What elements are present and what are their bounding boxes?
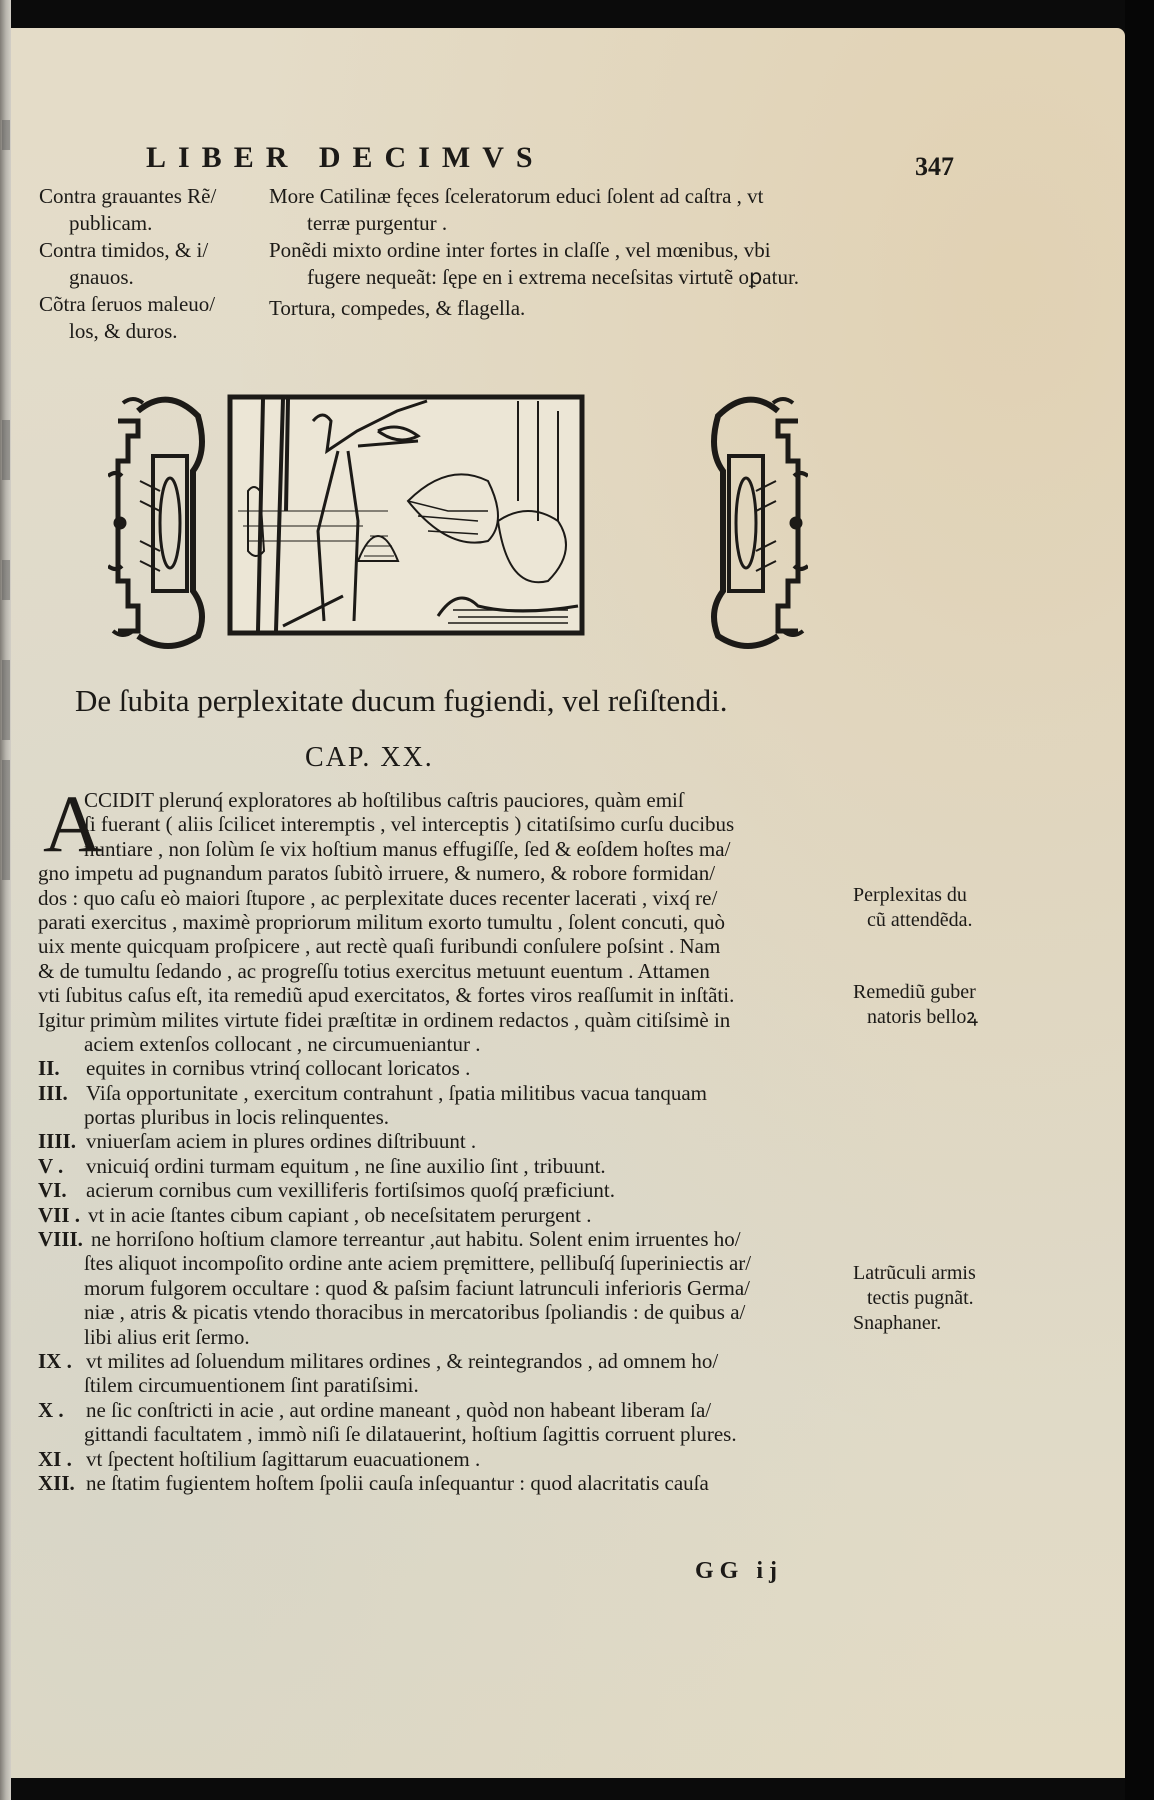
top-text-line: Ponẽdi mixto ordine inter fortes in claſſe , vel mœnibus, vbi [269,238,771,262]
body-line [38,1154,853,1178]
top-text-line: More Catilinæ fęces ſceleratorum educi ſolent ad caſtra , vt [269,184,764,208]
margin-note-line: Perplexitas du [853,884,967,906]
margin-note-latrunculi [853,1261,976,1336]
body-line-text: gno impetu ad pugnandum paratos ſubitò irruere, & numero, & robore formidan/ [38,861,716,886]
body-line-text: ſi fuerant ( aliis ſcilicet interemptis , vel interceptis ) citatiſsimo curſu ducibus [84,812,735,837]
top-note-line: Cõtra ſeruos maleuo/ [39,292,216,316]
body-line-text: aciem extenſos collocant , ne circumueniantur . [84,1031,481,1056]
margin-note-perplexitas [853,883,973,933]
top-text-line: Tortura, compedes, & flagella. [269,296,526,320]
body-line-text: gittandi facultatem , immò niſi ſe dilatauerint, hoſtium ſagittis corruent plures. [84,1422,737,1447]
chapter-number: CAP. XX. [305,742,434,773]
right-ornament-icon [714,399,808,646]
item-numeral: VII . [38,1202,81,1227]
body-line [38,959,853,983]
woodcut-illustration [108,391,808,657]
top-note-line: Contra grauantes Rẽ/ [39,184,217,208]
margin-note-line: Remediũ guber [853,981,976,1003]
top-note-1 [39,183,216,237]
body-line-text: niæ , atris & picatis vtendo thoracibus in mercatoribus ſpoliandis : de quibus a/ [84,1300,746,1325]
scanner-background [1125,0,1154,1800]
body-line-text: dos : quo caſu eò maiori ſtupore , ac perplexitate duces recenter lacerati , vixq́ re/ [38,885,718,910]
body-line [38,1056,853,1080]
item-numeral: III. [38,1080,68,1105]
body-line [38,1471,853,1495]
item-numeral: XI . [38,1446,72,1471]
item-numeral: II. [38,1056,60,1081]
top-text-line: fugere nequeãt: ſępe en i extrema neceſsitas virtutẽ oꝑatur. [307,265,800,289]
body-line [38,1129,853,1153]
top-text-2 [269,237,799,291]
top-note-2 [39,237,208,291]
margin-note-line: Snaphaner. [853,1312,942,1334]
body-line-text: ne ſtatim fugientem hoſtem ſpolii cauſa inſequantur : quod alacritatis cauſa [86,1470,709,1495]
body-line [38,983,853,1007]
margin-note-line: tectis pugnãt. [867,1287,974,1309]
item-numeral: IIII. [38,1129,76,1154]
top-note-line: Contra timidos, & i/ [39,238,209,262]
body-line-text: vti ſubitus caſus eſt, ita remediũ apud exercitatos, & fortes viros reaſſumit in inſtãti. [38,983,735,1008]
body-line [38,1227,853,1251]
body-line [38,1349,853,1373]
body-line [38,812,853,836]
top-note-line: gnauos. [69,265,134,289]
top-text-1 [269,183,763,237]
body-line [38,910,853,934]
body-line-text: uix mente quicquam proſpicere , aut rectè quaſi furibundi conſulere poſsint . Nam [38,934,721,959]
body-line [38,1008,853,1032]
item-numeral: VIII. [38,1227,83,1252]
body-line [38,1081,853,1105]
body-line-text: morum fulgorem occultare : quod & paſsim faciunt latrunculi inferioris Germa/ [84,1275,750,1300]
item-numeral: XII. [38,1470,75,1495]
body-line-text: ſtes aliquot incompoſito ordine ante aciem pręmittere, pellibuſq́ ſuperiniectis ar/ [84,1251,752,1276]
body-line-text: libi alius erit ſermo. [84,1324,250,1349]
body-line-text: Viſa opportunitate , exercitum contrahunt , ſpatia militibus vacua tanquam [86,1080,707,1105]
bleed-mark [2,120,10,150]
top-note-line: los, & duros. [69,319,178,343]
page-number: 347 [915,152,954,181]
margin-note-line: natoris belloꝝ [867,1006,978,1028]
body-line-text: vnicuiq́ ordini turmam equitum , ne ſine auxilio ſint , tribuunt. [86,1153,606,1178]
body-line [38,1203,853,1227]
running-head: LIBER DECIMVS [146,141,545,174]
margin-note-line: Latrũculi armis [853,1262,976,1284]
item-numeral: VI. [38,1178,67,1203]
body-line [38,934,853,958]
item-numeral: X . [38,1397,64,1422]
left-ornament-icon [108,399,202,646]
bleed-mark [2,760,10,880]
body-line-text: vt milites ad ſoluendum militares ordines , & reintegrandos , ad omnem ho/ [86,1348,719,1373]
body-line-text: acierum cornibus cum vexilliferis fortiſsimos quoſq́ præficiunt. [86,1178,615,1203]
body-line [38,788,853,812]
body-line-text: & de tumultu ſedando , ac progreſſu totius exercitus metuunt euentum . Attamen [38,958,710,983]
bleed-mark [2,560,10,600]
body-line [38,1325,853,1349]
body-line-text: portas pluribus in locis relinquentes. [84,1105,390,1130]
bleed-mark [2,420,10,480]
body-line [38,837,853,861]
top-text-3 [269,295,525,322]
body-line-text: CCIDIT plerunq́ exploratores ab hoſtilibus caſtris pauciores, quàm emiſ [84,788,684,812]
body-line [38,1178,853,1202]
bleed-mark [2,660,10,740]
chapter-title: De ſubita perplexitate ducum fugiendi, vel reſiſtendi. [75,683,728,718]
body-line [38,1447,853,1471]
body-line-text: ſtilem circumuentionem ſint paratiſsimi. [84,1373,419,1398]
top-note-3 [39,291,215,345]
body-line [38,1032,853,1056]
body-line [38,1373,853,1397]
body-line [38,861,853,885]
body-line-text: vt in acie ſtantes cibum capiant , ob neceſsitatem perurgent . [88,1202,592,1227]
body-line [38,1251,853,1275]
body-line [38,1398,853,1422]
signature-mark: GG ij [695,1558,783,1584]
woodcut-scene-icon [230,397,582,633]
top-text-line: terræ purgentur . [307,211,448,235]
drop-cap: A [43,778,103,869]
body-line-text: ne ſic conſtricti in acie , aut ordine maneant , quòd non habeant liberam ſa/ [86,1397,712,1422]
body-line-text: nuntiare , non ſolùm ſe vix hoſtium manus effugiſſe, ſed & eoſdem hoſtes ma/ [84,836,731,861]
body-line-text: parati exercitus , maximè propriorum militum exorto tumultu , ſolent concuti, quò [38,909,726,934]
item-numeral: V . [38,1153,64,1178]
body-text [38,788,853,1495]
body-line-text: vniuerſam aciem in plures ordines diſtribuunt . [86,1129,477,1154]
body-line [38,1276,853,1300]
body-line-text: Igitur primùm milites virtute fidei præſtitæ in ordinem redactos , quàm citiſsimè in [38,1007,731,1032]
body-line-text: equites in cornibus vtrinq́ collocant loricatos . [86,1056,471,1081]
top-note-line: publicam. [69,211,153,235]
body-line [38,886,853,910]
book-page [11,28,1125,1778]
body-line-text: vt ſpectent hoſtilium ſagittarum euacuationem . [86,1446,481,1471]
margin-note-line: cũ attendẽda. [867,909,973,931]
body-line-text: ne horriſono hoſtium clamore terreantur ,aut habitu. Solent enim irruentes ho/ [90,1227,741,1252]
body-line [38,1105,853,1129]
item-numeral: IX . [38,1348,72,1373]
body-line [38,1422,853,1446]
adjacent-page-edge [0,0,11,1800]
margin-note-remedium [853,980,978,1030]
body-line [38,1300,853,1324]
